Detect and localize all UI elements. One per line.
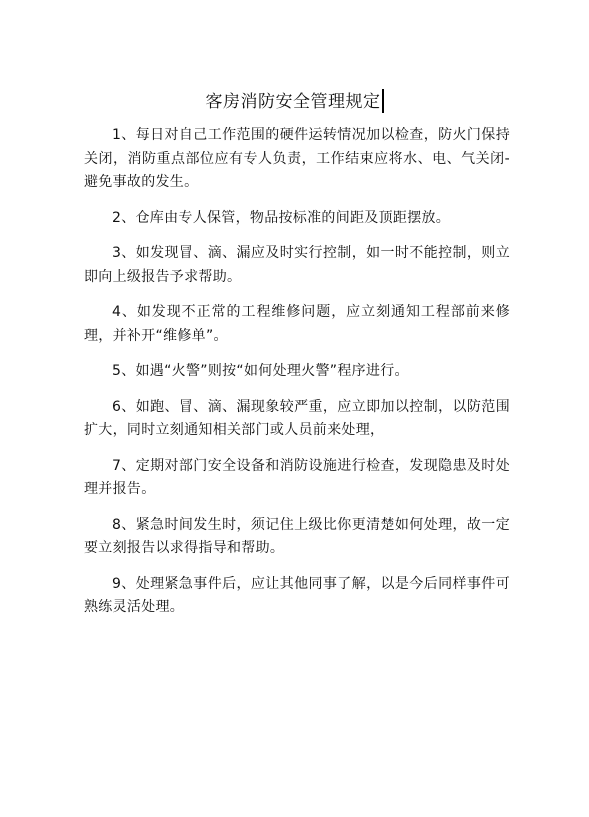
document-title[interactable]: 客房消防安全管理规定: [205, 92, 381, 112]
paragraph-6: 6、如跑、冒、滴、漏现象较严重，应立即加以控制，以防范围扩大，同时立刻通知相关部门或人员前来处理，: [84, 398, 510, 438]
title-row: [0, 89, 589, 113]
paragraph-2: 2、仓库由专人保管，物品按标准的间距及顶距摆放。: [112, 209, 451, 226]
paragraph-3: 3、如发现冒、滴、漏应及时实行控制，如一时不能控制，则立即向上级报告予求帮助。: [84, 245, 510, 285]
document-body: [84, 124, 510, 632]
paragraph-9: 9、处理紧急事件后，应让其他同事了解，以是今后同样事件可熟练灵活处理。: [84, 575, 510, 615]
paragraph-8: 8、紧急时间发生时，须记住上级比你更清楚如何处理，故一定要立刻报告以求得指导和帮助。: [84, 516, 510, 556]
paragraph-1: 1、每日对自己工作范围的硬件运转情况加以检查，防火门保持关闭，消防重点部位应有专人负责，工作结束应将水、电、气关闭-避免事故的发生。: [84, 127, 510, 190]
text-cursor: [382, 89, 384, 113]
paragraph-4: 4、如发现不正常的工程维修问题，应立刻通知工程部前来修理，并补开“维修单”。: [84, 304, 510, 344]
paragraph-7: 7、定期对部门安全设备和消防设施进行检查，发现隐患及时处理并报告。: [84, 457, 510, 497]
paragraph-5: 5、如遇“火警”则按“如何处理火警”程序进行。: [112, 363, 409, 379]
